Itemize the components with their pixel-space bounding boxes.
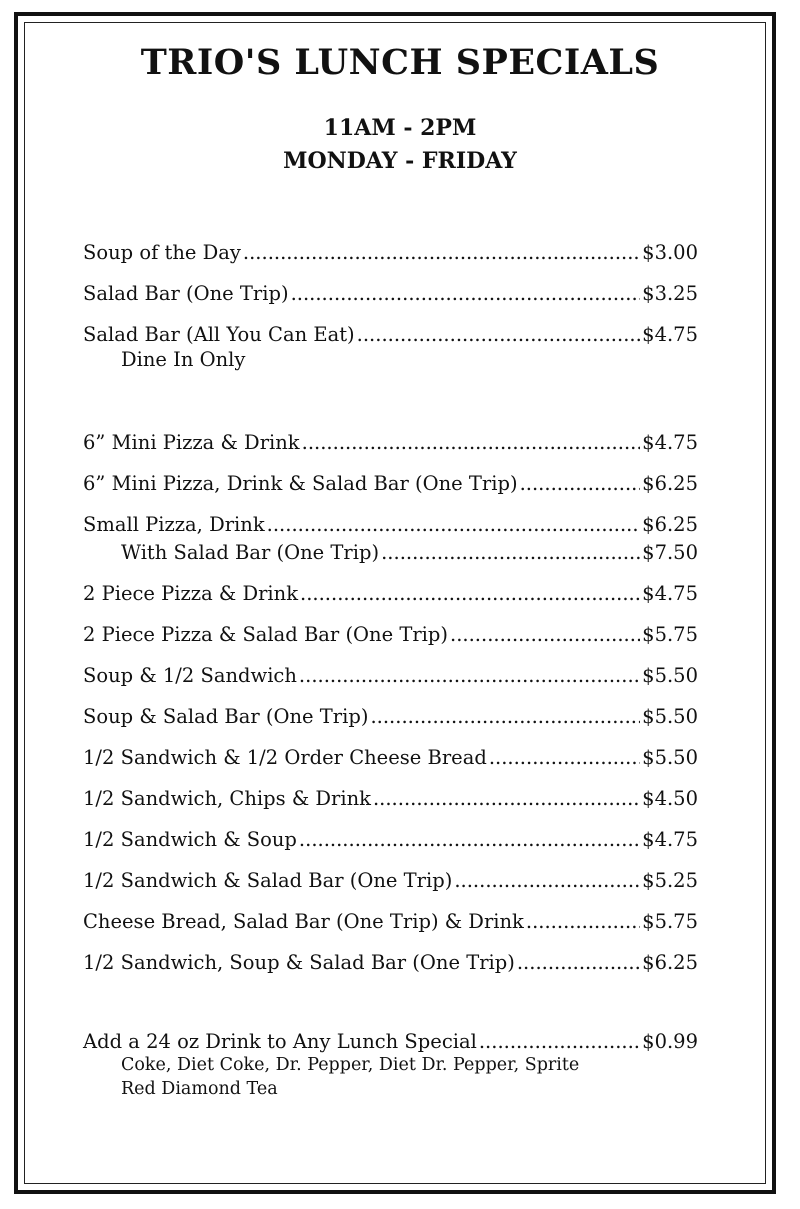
leader-dots (299, 659, 640, 693)
addon-item (83, 1025, 698, 1053)
menu-item (83, 823, 698, 864)
section-gap (83, 402, 698, 426)
item-price: $3.00 (642, 241, 698, 264)
leader-dots (526, 905, 640, 939)
leader-dots (520, 467, 641, 501)
item-name: 2 Piece Pizza & Salad Bar (One Trip) (83, 623, 448, 646)
item-price: $5.75 (642, 623, 698, 646)
item-price: $3.25 (642, 282, 698, 305)
item-price: $6.25 (642, 951, 698, 974)
menu-item (83, 946, 698, 987)
item-price: $4.50 (642, 787, 698, 810)
item-price: $5.50 (642, 705, 698, 728)
addon-name: Add a 24 oz Drink to Any Lunch Special (83, 1030, 477, 1053)
item-price: $4.75 (642, 431, 698, 454)
item-name: Salad Bar (All You Can Eat) (83, 323, 355, 346)
item-price: $5.50 (642, 664, 698, 687)
section-gap (83, 987, 698, 1025)
menu-item (83, 277, 698, 318)
leader-dots (454, 864, 640, 898)
menu-item (83, 905, 698, 946)
leader-dots (357, 318, 641, 352)
menu-item (83, 618, 698, 659)
item-price: $5.25 (642, 869, 698, 892)
item-price: $5.75 (642, 910, 698, 933)
drink-options-line1: Coke, Diet Coke, Dr. Pepper, Diet Dr. Pepper, Sprite (121, 1055, 580, 1075)
leader-dots (450, 618, 640, 652)
leader-dots (517, 946, 640, 980)
leader-dots (300, 577, 640, 611)
menu-item (83, 782, 698, 823)
item-name: 1/2 Sandwich & 1/2 Order Cheese Bread (83, 746, 487, 769)
item-name: Small Pizza, Drink (83, 513, 265, 536)
item-note: Dine In Only (121, 348, 246, 371)
addon-price: $0.99 (642, 1030, 698, 1053)
leader-dots (370, 700, 640, 734)
menu-list (83, 236, 698, 1101)
leader-dots (373, 782, 640, 816)
leader-dots (291, 277, 641, 311)
hours: 11AM - 2PM (323, 115, 477, 141)
item-price: $5.50 (642, 746, 698, 769)
menu-item (83, 426, 698, 467)
item-name: Soup & Salad Bar (One Trip) (83, 705, 369, 728)
leader-dots (243, 236, 640, 270)
item-price: $7.50 (642, 541, 698, 564)
item-name: Soup of the Day (83, 241, 241, 264)
item-price: $4.75 (642, 582, 698, 605)
item-price: $4.75 (642, 323, 698, 346)
menu-item (83, 508, 698, 536)
menu-item (83, 577, 698, 618)
item-price: $6.25 (642, 513, 698, 536)
item-name: 1/2 Sandwich, Soup & Salad Bar (One Trip) (83, 951, 515, 974)
leader-dots (302, 426, 641, 460)
item-name: 1/2 Sandwich & Soup (83, 828, 297, 851)
item-name: Salad Bar (One Trip) (83, 282, 289, 305)
menu-item (83, 659, 698, 700)
leader-dots (299, 823, 640, 857)
menu-item (83, 741, 698, 782)
item-name: With Salad Bar (One Trip) (121, 541, 380, 564)
item-price: $4.75 (642, 828, 698, 851)
drink-options-line2: Red Diamond Tea (121, 1079, 278, 1099)
menu-item (83, 467, 698, 508)
item-name: 6” Mini Pizza, Drink & Salad Bar (One Trip) (83, 472, 518, 495)
item-name: Cheese Bread, Salad Bar (One Trip) & Drink (83, 910, 524, 933)
item-name: 6” Mini Pizza & Drink (83, 431, 300, 454)
menu-item (83, 864, 698, 905)
menu-item (83, 236, 698, 277)
item-name: 1/2 Sandwich & Salad Bar (One Trip) (83, 869, 453, 892)
menu-item (83, 700, 698, 741)
item-name: 2 Piece Pizza & Drink (83, 582, 299, 605)
item-price: $6.25 (642, 472, 698, 495)
menu-item (83, 318, 698, 346)
menu-title: TRIO'S LUNCH SPECIALS (140, 42, 660, 83)
days: MONDAY - FRIDAY (283, 148, 517, 174)
leader-dots (381, 536, 640, 570)
menu-item (83, 536, 698, 577)
item-name: Soup & 1/2 Sandwich (83, 664, 297, 687)
leader-dots (489, 741, 640, 775)
item-name: 1/2 Sandwich, Chips & Drink (83, 787, 371, 810)
